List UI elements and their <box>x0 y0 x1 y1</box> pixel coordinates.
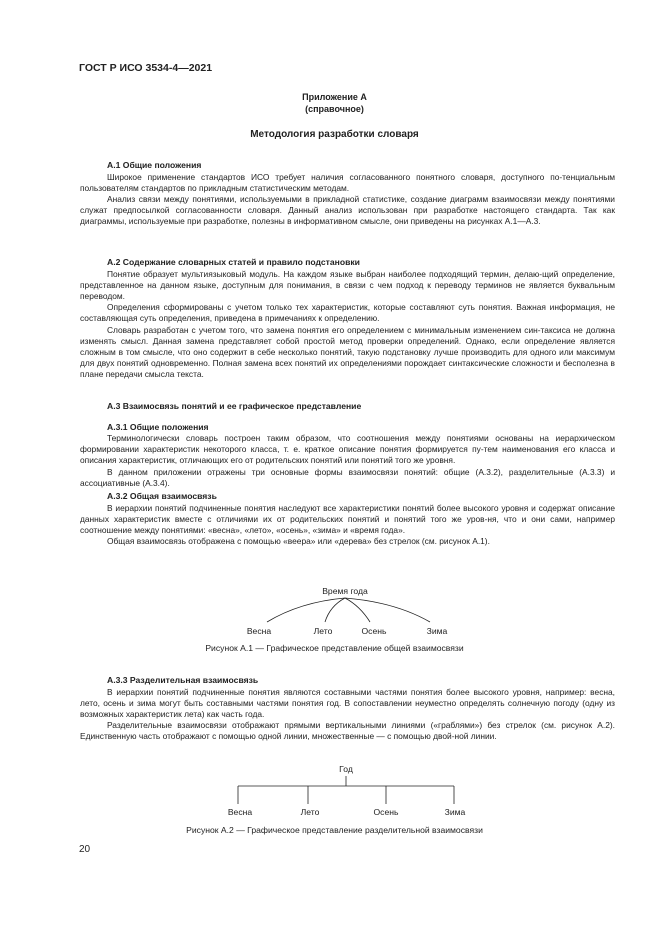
paragraph: Определения сформированы с учетом только тех характеристик, которые составляют суть понятия. Важная информация, не составляющая суть определения, приведена в примечаниях к определению. <box>80 302 615 324</box>
document-title: Методология разработки словаря <box>250 129 419 140</box>
section-a2 <box>80 257 615 381</box>
section-a3 <box>80 401 615 547</box>
fig1-branch <box>345 598 430 622</box>
figure-a1-caption: Рисунок А.1 — Графическое представление общей взаимосвязи <box>205 643 464 653</box>
fig1-child-label: Осень <box>361 626 387 636</box>
fig1-child-label: Зима <box>426 626 448 636</box>
standard-code: ГОСТ Р ИСО 3534-4—2021 <box>79 62 213 74</box>
fig1-branch <box>345 598 370 622</box>
fig1-child-label: Весна <box>246 626 272 636</box>
paragraph: В иерархии понятий подчиненные понятия наследуют все характеристики понятий более высокого уровня и содержат описание данных характеристик вместе с отличиями их от родительских понятий и понятий того же уров-ня, что и они сами, например соотношение между понятиями: «весна», «лето», «осень», «зима» и «время года». <box>80 502 615 535</box>
heading-a3-3: А.3.3 Разделительная взаимосвязь <box>107 675 259 685</box>
paragraph: Общая взаимосвязь отображена с помощью «веера» или «дерева» без стрелок (см. рисунок А.1). <box>107 536 490 547</box>
fig2-child-label: Зима <box>444 807 466 817</box>
paragraph: Словарь разработан с учетом того, что замена понятия его определением с минимальным изменением син-таксиса не должна изменять смысл. Данная замена представляет собой простой метод проверки определений. Однако, если определение является сложным в том смысле, что оно содержит в себе несколько понятий, такую подстановку лучше производить для одного или максимум для двух понятий одновременно. Полная замена всех понятий их определениями порождает синтаксические сложности и бесполезна в плане передачи смысла текста. <box>80 324 615 380</box>
section-a1 <box>80 160 615 228</box>
fig1-child-label: Лето <box>313 626 333 636</box>
paragraph: В иерархии понятий подчиненные понятия являются составными частями понятия более высокого уровня, например: весна, лето, осень и зима могут быть составными частями понятия год. В сопоставлении неуместно определять солнечную погоду (одну из возможных характеристик лета) как часть года. <box>80 686 615 719</box>
fig1-root-label: Время года <box>322 586 368 596</box>
paragraph: Широкое применение стандартов ИСО требует наличия согласованного понятного словаря, доступного по-тенциальным пользователям стандартов по прикладным статистическим методам. <box>80 171 615 193</box>
annex-type: (справочное) <box>305 104 364 114</box>
paragraph: Терминологически словарь построен таким образом, что соотношения между понятиями основаны на иерархическом формировании характеристик некоторого класса, т. е. краткое описание понятия формируется пу-тем наименования его класса и описания характеристик, отличающих его от родительских понятий или понятий того же уровня. <box>80 433 615 466</box>
section-a3-3 <box>80 675 615 743</box>
heading-a1: А.1 Общие положения <box>107 160 202 170</box>
fig2-child-label: Лето <box>300 807 320 817</box>
paragraph: Анализ связи между понятиями, используемыми в прикладной статистике, создание диаграмм взаимосвязи между понятиями служат предпосылкой согласованности словаря. Данный анализ использован при разработке настоящего стандарта. Так как диаграммы, используемые при разработке, полезны в информативном смысле, они приведены на рисунках А.1—А.3. <box>80 193 615 227</box>
heading-a2: А.2 Содержание словарных статей и правило подстановки <box>107 257 360 267</box>
figure-a2-caption: Рисунок А.2 — Графическое представление разделительной взаимосвязи <box>186 825 483 835</box>
figure-a2-rake <box>218 762 468 822</box>
fig1-branch <box>267 598 345 622</box>
paragraph: Понятие образует мультиязыковый модуль. На каждом языке выбран наиболее подходящий термин, делаю-щий определение, представленное на данном языке, доступным для понимания, в связи с чем подход к переводу терминов не является буквальным переводом. <box>80 268 615 301</box>
fig2-child-label: Осень <box>373 807 399 817</box>
annex-title: Приложение А <box>302 92 367 102</box>
figure-a1-tree <box>230 584 460 640</box>
fig1-branch <box>325 598 345 622</box>
fig2-root-label: Год <box>339 764 353 774</box>
paragraph: В данном приложении отражены три основные формы взаимосвязи понятий: общие (А.3.2), разделительные (А.3.3) и ассоциативные (А.3.4). <box>80 466 615 488</box>
heading-a3-1: А.3.1 Общие положения <box>107 421 209 432</box>
fig2-child-label: Весна <box>227 807 253 817</box>
paragraph: Разделительные взаимосвязи отображают прямыми вертикальными линиями («граблями») без стрелок (см. рисунок А.2). Единственную часть отображают с помощью одной линии, множественные — с помощью двой-ной линии. <box>80 720 615 742</box>
heading-a3-2: А.3.2 Общая взаимосвязь <box>107 491 217 502</box>
heading-a3: А.3 Взаимосвязь понятий и ее графическое представление <box>107 401 362 411</box>
page-number: 20 <box>79 844 91 855</box>
